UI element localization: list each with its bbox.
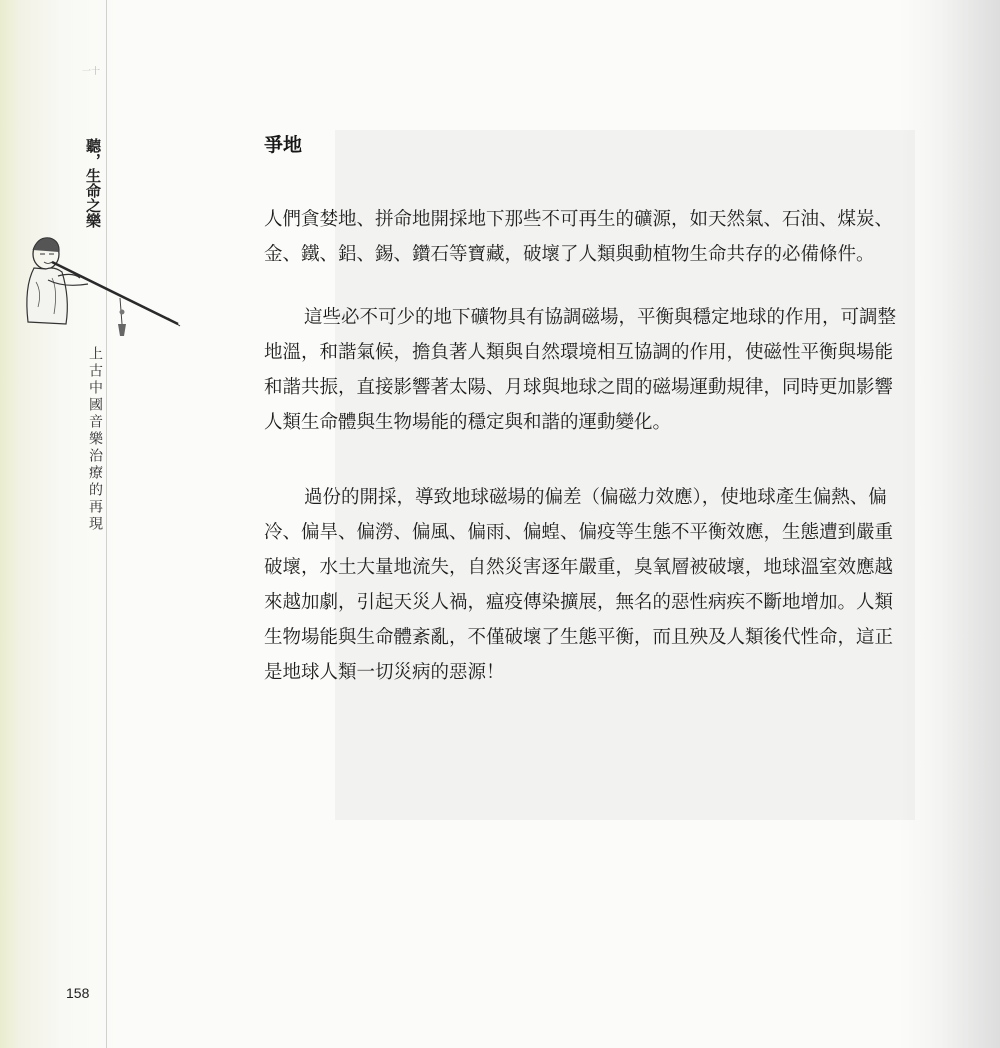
book-title: 聽，生命之樂 xyxy=(84,138,102,228)
margin-divider xyxy=(106,0,107,1048)
paragraph xyxy=(264,202,904,272)
side-mark: 一十 xyxy=(81,67,100,77)
page-gutter-shadow xyxy=(940,0,1000,1048)
flute-player-icon xyxy=(18,232,183,342)
paragraph-text: 人們貪婪地、拼命地開採地下那些不可再生的礦源，如天然氣、石油、煤炭、金、鐵、鋁、錫、鑽石等寶藏，破壞了人類與動植物生命共存的必備條件。 xyxy=(264,209,894,265)
paragraph xyxy=(264,300,904,440)
paragraph-text: 過份的開採，導致地球磁場的偏差（偏磁力效應），使地球產生偏熱、偏冷、偏旱、偏澇、偏風、偏雨、偏蝗、偏疫等生態不平衡效應，生態遭到嚴重破壞，水土大量地流失，自然災害逐年嚴重，臭氧層被破壞，地球溫室效應越來越加劇，引起天災人禍，瘟疫傳染擴展，無名的惡性病疾不斷地增加。人類生物場能與生命體紊亂，不僅破壞了生態平衡，而且殃及人類後代性命，這正是地球人類一切災病的惡源！ xyxy=(264,487,894,683)
paragraph xyxy=(264,480,904,690)
flute-player-illustration xyxy=(18,232,183,346)
paragraph-text: 這些必不可少的地下礦物具有協調磁場，平衡與穩定地球的作用，可調整地溫，和諧氣候，擔負著人類與自然環境相互協調的作用，使磁性平衡與場能和諧共振，直接影響著太陽、月球與地球之間的磁場運動規律，同時更加影響人類生命體與生物場能的穩定與和諧的運動變化。 xyxy=(264,307,897,433)
section-heading: 爭地 xyxy=(264,134,303,156)
article xyxy=(264,132,924,690)
book-subtitle: 上古中國音樂治療的再現 xyxy=(87,346,103,533)
page-number: 158 xyxy=(66,985,90,1001)
